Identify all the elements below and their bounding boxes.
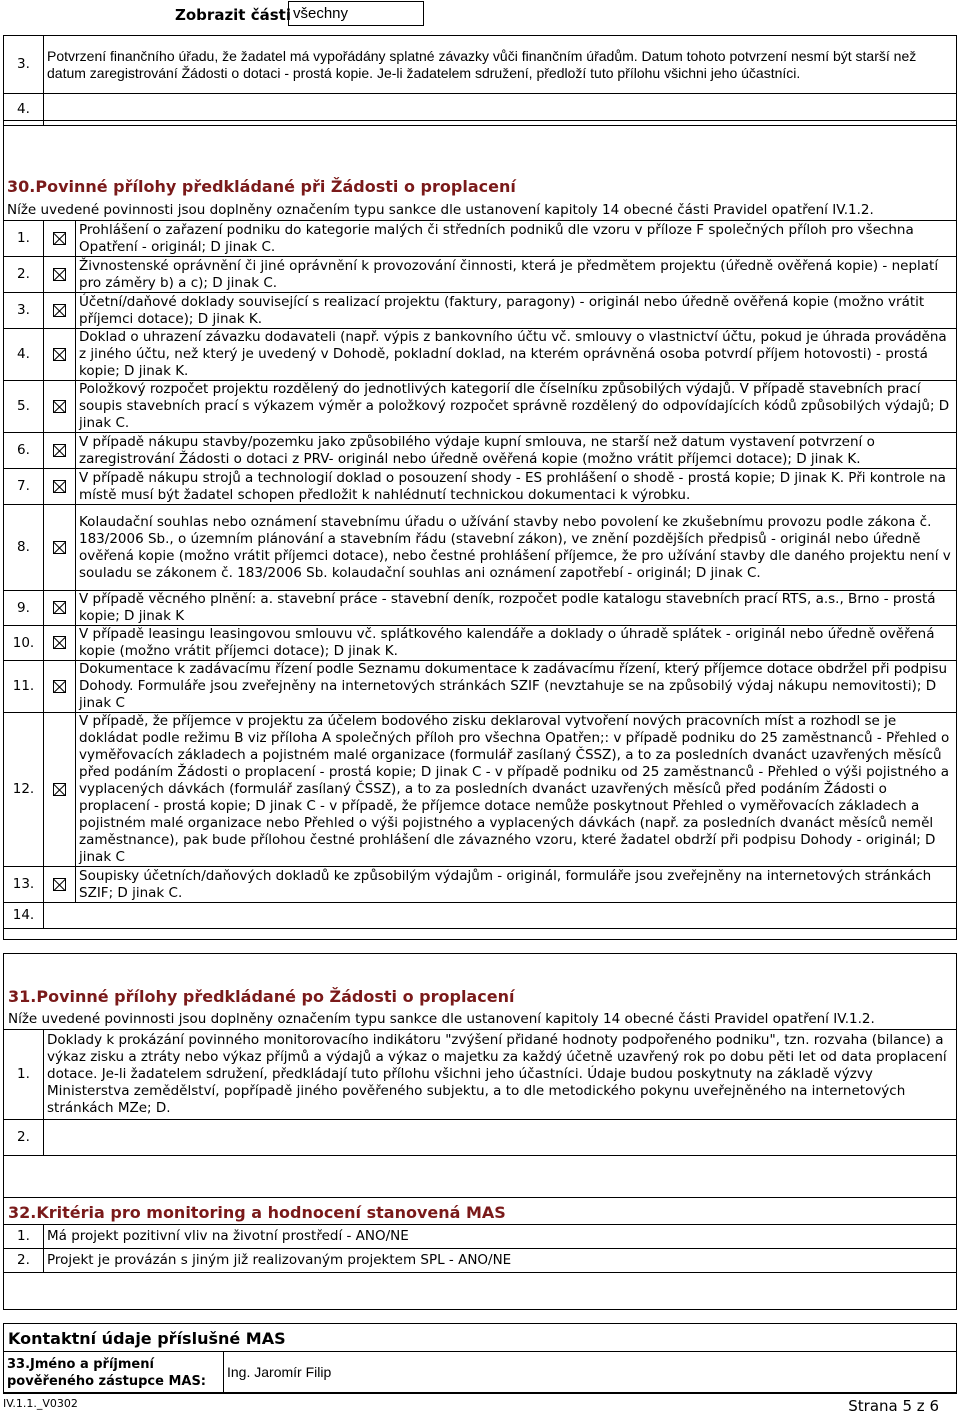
- checked-checkbox-icon[interactable]: [53, 878, 66, 891]
- checked-checkbox-icon[interactable]: [53, 232, 66, 245]
- row-number: 12.: [4, 713, 44, 867]
- row-number: 3.: [4, 36, 44, 94]
- row-text: Živnostenské oprávnění či jiné oprávnění k provozování činnosti, která je předmětem projektu (úředně ověřená kopie) - neplatí pro záměry b) a c); D jinak C.: [76, 257, 957, 293]
- row-text: V případě věcného plnění: a. stavební práce - stavební deník, rozpočet podle katalogu stavebních prací RTS, a.s., Brno - prostá kopie; D jinak K: [76, 591, 957, 626]
- table-row: [4, 381, 957, 433]
- checkbox-cell: [44, 381, 76, 433]
- row-number: 1.: [4, 1225, 44, 1249]
- row-text: Potvrzení finančního úřadu, že žadatel má vypořádány splatné závazky vůči finančním úřadům. Datum tohoto potvrzení nesmí být starší než datum zaregistrování Žádosti o dotaci - prostá kopie. Je-li žadatelem sdružení, předloží tuto přílohu všichni jeho účastníci.: [44, 36, 957, 94]
- checkbox-cell: [44, 257, 76, 293]
- section-31-title: 31.Povinné přílohy předkládané po Žádosti o proplacení: [8, 987, 515, 1006]
- row-number: 4.: [4, 329, 44, 381]
- row-text: Doklad o uhrazení závazku dodavateli (např. výpis z bankovního účtu vč. smlouvy o vlastnictví účtu, pokud je úhrada prováděna z jiného účtu, než který je uvedený v Dohodě, pokladní doklad, na kterém oprávněná osoba potvrdí příjem hotovosti) - prostá kopie; D jinak K.: [76, 329, 957, 381]
- row-text: [44, 1120, 957, 1156]
- row-number: 5.: [4, 381, 44, 433]
- checked-checkbox-icon[interactable]: [53, 304, 66, 317]
- row-text: Dokumentace k zadávacímu řízení podle Seznamu dokumentace k zadávacímu řízení, který příjemce dotace obdržel při podpisu Dohody. Formuláře jsou zveřejněny na internetových stránkách SZIF (nevztahuje se na způsobilý výdaj nákupu nemovitosti); D jinak C: [76, 661, 957, 713]
- checked-checkbox-icon[interactable]: [53, 783, 66, 796]
- section-32: [3, 1198, 957, 1310]
- table-row: [4, 713, 957, 867]
- checkbox-cell: [44, 661, 76, 713]
- row-number: 13.: [4, 867, 44, 903]
- row-number: 3.: [4, 293, 44, 329]
- table-row: [4, 1249, 957, 1273]
- row-text: Projekt je provázán s jiným již realizovaným projektem SPL - ANO/NE: [44, 1249, 957, 1273]
- checked-checkbox-icon[interactable]: [53, 444, 66, 457]
- form-code: IV.1.1._V0302: [3, 1397, 78, 1410]
- table-row: [4, 36, 957, 94]
- part-filter-select[interactable]: všechny: [288, 1, 424, 26]
- checked-checkbox-icon[interactable]: [53, 480, 66, 493]
- table-row: [4, 626, 957, 661]
- page-number: Strana 5 z 6: [848, 1397, 939, 1415]
- table-row: [4, 329, 957, 381]
- table-row: [4, 221, 957, 257]
- section-32-table: [3, 1224, 957, 1273]
- row-text: [44, 903, 957, 929]
- table-row: [4, 661, 957, 713]
- checked-checkbox-icon[interactable]: [53, 268, 66, 281]
- section-30-table: [3, 220, 957, 929]
- row-number: 4.: [4, 94, 44, 126]
- checked-checkbox-icon[interactable]: [53, 400, 66, 413]
- table-row: [4, 591, 957, 626]
- row-number: 8.: [4, 505, 44, 591]
- row-text: Prohlášení o zařazení podniku do kategorie malých či středních podniků dle vzoru v příloze F společných příloh pro všechna Opatření - originál; D jinak C.: [76, 221, 957, 257]
- row-text: Má projekt pozitivní vliv na životní prostředí - ANO/NE: [44, 1225, 957, 1249]
- row-number: 1.: [4, 1030, 44, 1120]
- checkbox-cell: [44, 329, 76, 381]
- section-31: [3, 953, 957, 1198]
- row-number: 6.: [4, 433, 44, 469]
- row-number: 1.: [4, 221, 44, 257]
- part-filter-label: Zobrazit části: [175, 6, 291, 24]
- table-row: [4, 469, 957, 505]
- table-row: [4, 1352, 957, 1394]
- table-row: [4, 293, 957, 329]
- page-footer: [3, 1397, 957, 1415]
- section-30-note: Níže uvedené povinnosti jsou doplněny označením typu sankce dle ustanovení kapitoly 14 obecné části Pravidel opatření IV.1.2.: [7, 202, 874, 218]
- checkbox-cell: [44, 293, 76, 329]
- table-row: [4, 433, 957, 469]
- part-filter-bar: [0, 0, 960, 30]
- checked-checkbox-icon[interactable]: [53, 541, 66, 554]
- checked-checkbox-icon[interactable]: [53, 601, 66, 614]
- representative-name: Ing. Jaromír Filip: [224, 1352, 957, 1394]
- checkbox-cell: [44, 433, 76, 469]
- table-row: [4, 1225, 957, 1249]
- row-number: 10.: [4, 626, 44, 661]
- row-text: Kolaudační souhlas nebo oznámení stavebnímu úřadu o užívání stavby nebo povolení ke zkušebnímu provozu podle zákona č. 183/2006 Sb., o územním plánování a stavebním řádu (stavební zákon), ve znění pozdějších předpisů - originál nebo úředně ověřená kopie (možno vrátit příjemci dotace), nebo čestné prohlášení příjemce, že pro užívání stavby dle daného projektu není v souladu se zákonem č. 183/2006 Sb. kolaudační souhlas ani oznámení zapotřebí - originál; D jinak C.: [76, 505, 957, 591]
- checkbox-cell: [44, 626, 76, 661]
- row-text: Doklady k prokázání povinného monitorovacího indikátoru "zvýšení přidané hodnoty podpořeného podniku", tzn. rozvaha (bilance) a výkaz zisku a ztráty nebo výkaz příjmů a výdajů a výkaz o majetku za každý účetně uzavřený rok po dobu pěti let od data proplacení dotace. Je-li žadatelem sdružení, předkládají tuto přílohu všichni jeho účastníci. Údaje budou poskytnuty na základě výzvy Ministerstva zemědělství, popřípadě jiného pověřeného subjektu, a to dle metodického pokynu uveřejněného na internetových stránkách MZe; D.: [44, 1030, 957, 1120]
- row-text: Soupisky účetních/daňových dokladů ke způsobilým výdajům - originál, formuláře jsou zveřejněny na internetových stránkách SZIF; D jinak C.: [76, 867, 957, 903]
- row-number: 9.: [4, 591, 44, 626]
- row-text: V případě nákupu strojů a technologií doklad o posouzení shody - ES prohlášení o shodě - prostá kopie; D jinak K. Při kontrole na místě musí být žadatel schopen předložit k nahlédnutí technickou dokumentaci k výrobku.: [76, 469, 957, 505]
- contact-table: [3, 1351, 957, 1394]
- row-number: 14.: [4, 903, 44, 929]
- checked-checkbox-icon[interactable]: [53, 680, 66, 693]
- row-number: 2.: [4, 257, 44, 293]
- section-32-title: 32.Kritéria pro monitoring a hodnocení stanovená MAS: [8, 1203, 506, 1222]
- checkbox-cell: [44, 505, 76, 591]
- table-row: [4, 1030, 957, 1120]
- table-row: [4, 505, 957, 591]
- checkbox-cell: [44, 867, 76, 903]
- table-row: [4, 257, 957, 293]
- checkbox-cell: [44, 469, 76, 505]
- row-text: Položkový rozpočet projektu rozdělený do jednotlivých kategorií dle číselníku způsobilých výdajů. V případě stavebních prací soupis stavebních prací s výkazem výměr a položkový rozpočet správně rozdělený do odpovídajících kódů způsobilých výdajů; D jinak C.: [76, 381, 957, 433]
- checkbox-cell: [44, 713, 76, 867]
- row-text: V případě leasingu leasingovou smlouvu vč. splátkového kalendáře a doklady o úhradě splátek - originál nebo úředně ověřená kopie (možno vrátit příjemci dotace); D jinak K.: [76, 626, 957, 661]
- checked-checkbox-icon[interactable]: [53, 636, 66, 649]
- representative-label: 33.Jméno a příjmení pověřeného zástupce MAS:: [4, 1352, 224, 1394]
- row-text: Účetní/daňové doklady související s realizací projektu (faktury, paragony) - originál nebo úředně ověřená kopie (možno vrátit příjemci dotace); D jinak K.: [76, 293, 957, 329]
- table-row: [4, 1120, 957, 1156]
- checked-checkbox-icon[interactable]: [53, 348, 66, 361]
- section-30: [3, 120, 957, 940]
- prev-section-table: [3, 35, 957, 126]
- row-number: 2.: [4, 1120, 44, 1156]
- table-row: [4, 903, 957, 929]
- section-31-note: Níže uvedené povinnosti jsou doplněny označením typu sankce dle ustanovení kapitoly 14 obecné části Pravidel opatření IV.1.2.: [8, 1011, 875, 1027]
- checkbox-cell: [44, 591, 76, 626]
- row-text: V případě, že příjemce v projektu za účelem bodového zisku deklaroval vytvoření nových pracovních míst a rozhodl se je dokládat podle režimu B viz příloha A společných příloh pro všechna Opatřen;: v případě podniku do 25 zaměstnanců - Přehled o vyměřovacích základech a pojistném malé organizace (formulář zasílaný ČSSZ), a to za posledních dvanáct uzavřených měsíců před podáním Žádosti o proplacení - prostá kopie; D jinak C - v případě podniku od 25 zaměstnanců - Přehled o výši pojistného a vyplacených dávkách (formulář zasílaný ČSSZ), a to za posledních dvanáct uzavřených měsíců před podáním Žádosti o proplacení - prostá kopie; D jinak C - v případě, že příjemce dotace nemůže poskytnout Přehled o vyměřovacích základech a pojistném malé organizace nebo Přehled o výši pojistného a vyplacených dávkách (např. za posledních dvanáct měsíců neměl zaměstnance), pak bude přílohou čestné prohlášení dle závazného vzoru, které žadatel obdrží při podpisu Dohody - originál; D jinak C: [76, 713, 957, 867]
- row-number: 11.: [4, 661, 44, 713]
- row-number: 2.: [4, 1249, 44, 1273]
- section-30-title: 30.Povinné přílohy předkládané při Žádosti o proplacení: [7, 177, 516, 196]
- contact-title: Kontaktní údaje příslušné MAS: [8, 1329, 286, 1348]
- row-text: V případě nákupu stavby/pozemku jako způsobilého výdaje kupní smlouva, ne starší než datum vystavení potvrzení o zaregistrování Žádosti o dotaci z PRV- originál nebo úředně ověřená kopie (možno vrátit příjemci dotace); D jinak K.: [76, 433, 957, 469]
- section-31-table: [3, 1029, 957, 1156]
- row-number: 7.: [4, 469, 44, 505]
- table-row: [4, 867, 957, 903]
- contact-section: [3, 1323, 957, 1393]
- checkbox-cell: [44, 221, 76, 257]
